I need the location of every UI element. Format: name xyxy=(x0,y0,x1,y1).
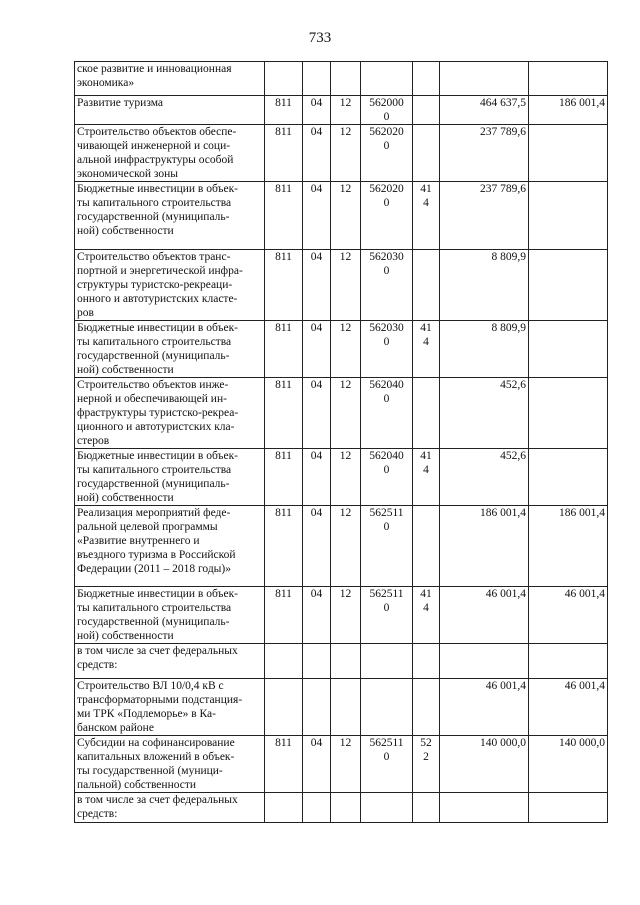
ministry-code: 811 xyxy=(265,378,303,449)
subsection-code: 12 xyxy=(331,125,361,182)
expense-type-code xyxy=(413,125,440,182)
table-row xyxy=(75,182,608,250)
budget-table xyxy=(74,61,608,823)
subsection-code: 12 xyxy=(331,587,361,644)
expense-type-code: 41 4 xyxy=(413,587,440,644)
amount-total: 237 789,6 xyxy=(440,125,529,182)
amount-federal: 46 001,4 xyxy=(529,587,608,644)
section-code xyxy=(303,793,331,823)
table-row xyxy=(75,321,608,378)
expense-type-code xyxy=(413,506,440,587)
subsection-code xyxy=(331,793,361,823)
row-name: Строительство ВЛ 10/0,4 кВ с трансформаторными подстанция- ми ТРК «Подлеморье» в Ка- банском районе xyxy=(75,679,265,736)
amount-federal xyxy=(529,793,608,823)
row-name: Бюджетные инвестиции в объек- ты капитального строительства государственной (муниципаль- ной) собственности xyxy=(75,449,265,506)
target-article-code: 562511 0 xyxy=(361,736,413,793)
target-article-code: 562511 0 xyxy=(361,587,413,644)
section-code: 04 xyxy=(303,182,331,250)
subsection-code: 12 xyxy=(331,449,361,506)
row-name: в том числе за счет федеральных средств: xyxy=(75,793,265,823)
expense-type-code: 52 2 xyxy=(413,736,440,793)
page-number: 733 xyxy=(308,30,332,46)
amount-total xyxy=(440,62,529,96)
target-article-code xyxy=(361,644,413,679)
subsection-code xyxy=(331,679,361,736)
ministry-code: 811 xyxy=(265,182,303,250)
subsection-code xyxy=(331,62,361,96)
ministry-code xyxy=(265,793,303,823)
table-row xyxy=(75,793,608,823)
section-code: 04 xyxy=(303,736,331,793)
ministry-code: 811 xyxy=(265,250,303,321)
amount-federal xyxy=(529,644,608,679)
target-article-code: 562020 0 xyxy=(361,125,413,182)
table-row xyxy=(75,644,608,679)
section-code: 04 xyxy=(303,125,331,182)
expense-type-code xyxy=(413,62,440,96)
target-article-code: 562040 0 xyxy=(361,378,413,449)
amount-federal: 140 000,0 xyxy=(529,736,608,793)
amount-total: 46 001,4 xyxy=(440,679,529,736)
amount-federal xyxy=(529,449,608,506)
target-article-code: 562511 0 xyxy=(361,506,413,587)
target-article-code xyxy=(361,793,413,823)
amount-total xyxy=(440,644,529,679)
row-name: Строительство объектов транс- портной и энергетической инфра- структуры туристско-рекреаци- онного и автотуристских класте- ров xyxy=(75,250,265,321)
amount-total: 464 637,5 xyxy=(440,96,529,125)
table-row xyxy=(75,587,608,644)
target-article-code: 562040 0 xyxy=(361,449,413,506)
target-article-code: 562030 0 xyxy=(361,250,413,321)
amount-total: 186 001,4 xyxy=(440,506,529,587)
target-article-code xyxy=(361,62,413,96)
amount-federal xyxy=(529,182,608,250)
table-row xyxy=(75,449,608,506)
amount-federal: 186 001,4 xyxy=(529,506,608,587)
ministry-code: 811 xyxy=(265,449,303,506)
expense-type-code xyxy=(413,250,440,321)
expense-type-code xyxy=(413,793,440,823)
section-code xyxy=(303,644,331,679)
section-code: 04 xyxy=(303,587,331,644)
section-code xyxy=(303,679,331,736)
ministry-code: 811 xyxy=(265,125,303,182)
expense-type-code xyxy=(413,378,440,449)
section-code: 04 xyxy=(303,321,331,378)
expense-type-code xyxy=(413,679,440,736)
section-code xyxy=(303,62,331,96)
amount-total: 140 000,0 xyxy=(440,736,529,793)
row-name: ское развитие и инновационная экономика» xyxy=(75,62,265,96)
amount-federal xyxy=(529,125,608,182)
row-name: Бюджетные инвестиции в объек- ты капитального строительства государственной (муниципаль- ной) собственности xyxy=(75,587,265,644)
row-name: Реализация мероприятий феде- ральной целевой программы «Развитие внутреннего и въездного туризма в Российской Федерации (2011 – 2018 годы)» xyxy=(75,506,265,587)
section-code: 04 xyxy=(303,449,331,506)
ministry-code: 811 xyxy=(265,587,303,644)
ministry-code: 811 xyxy=(265,506,303,587)
ministry-code: 811 xyxy=(265,321,303,378)
table-row xyxy=(75,250,608,321)
subsection-code xyxy=(331,644,361,679)
expense-type-code: 41 4 xyxy=(413,182,440,250)
row-name: Строительство объектов обеспе- чивающей инженерной и соци- альной инфраструктуры особой экономической зоны xyxy=(75,125,265,182)
table-row xyxy=(75,62,608,96)
ministry-code xyxy=(265,644,303,679)
expense-type-code: 41 4 xyxy=(413,321,440,378)
amount-federal: 46 001,4 xyxy=(529,679,608,736)
amount-total: 237 789,6 xyxy=(440,182,529,250)
budget-table-body xyxy=(75,62,608,823)
table-row xyxy=(75,96,608,125)
amount-total xyxy=(440,793,529,823)
amount-federal xyxy=(529,250,608,321)
row-name: Бюджетные инвестиции в объек- ты капитального строительства государственной (муниципаль- ной) собственности xyxy=(75,321,265,378)
table-row xyxy=(75,125,608,182)
amount-total: 452,6 xyxy=(440,378,529,449)
table-row xyxy=(75,679,608,736)
amount-federal xyxy=(529,321,608,378)
table-row xyxy=(75,736,608,793)
row-name: в том числе за счет федеральных средств: xyxy=(75,644,265,679)
row-name: Развитие туризма xyxy=(75,96,265,125)
row-name: Строительство объектов инже- нерной и обеспечивающей ин- фраструктуры туристско-рекреа- ционного и автотуристских кла- стеров xyxy=(75,378,265,449)
expense-type-code: 41 4 xyxy=(413,449,440,506)
amount-federal xyxy=(529,378,608,449)
row-name: Бюджетные инвестиции в объек- ты капитального строительства государственной (муниципаль- ной) собственности xyxy=(75,182,265,250)
section-code: 04 xyxy=(303,250,331,321)
section-code: 04 xyxy=(303,378,331,449)
subsection-code: 12 xyxy=(331,506,361,587)
subsection-code: 12 xyxy=(331,378,361,449)
amount-total: 46 001,4 xyxy=(440,587,529,644)
section-code: 04 xyxy=(303,506,331,587)
amount-total: 452,6 xyxy=(440,449,529,506)
section-code: 04 xyxy=(303,96,331,125)
amount-federal xyxy=(529,62,608,96)
ministry-code: 811 xyxy=(265,736,303,793)
target-article-code: 562020 0 xyxy=(361,182,413,250)
subsection-code: 12 xyxy=(331,250,361,321)
amount-total: 8 809,9 xyxy=(440,250,529,321)
subsection-code: 12 xyxy=(331,182,361,250)
subsection-code: 12 xyxy=(331,96,361,125)
ministry-code xyxy=(265,679,303,736)
expense-type-code xyxy=(413,644,440,679)
row-name: Субсидии на софинансирование капитальных вложений в объек- ты государственной (муници- пальной) собственности xyxy=(75,736,265,793)
ministry-code: 811 xyxy=(265,96,303,125)
amount-federal: 186 001,4 xyxy=(529,96,608,125)
target-article-code: 562000 0 xyxy=(361,96,413,125)
target-article-code: 562030 0 xyxy=(361,321,413,378)
ministry-code xyxy=(265,62,303,96)
table-row xyxy=(75,506,608,587)
table-row xyxy=(75,378,608,449)
amount-total: 8 809,9 xyxy=(440,321,529,378)
subsection-code: 12 xyxy=(331,736,361,793)
expense-type-code xyxy=(413,96,440,125)
subsection-code: 12 xyxy=(331,321,361,378)
target-article-code xyxy=(361,679,413,736)
